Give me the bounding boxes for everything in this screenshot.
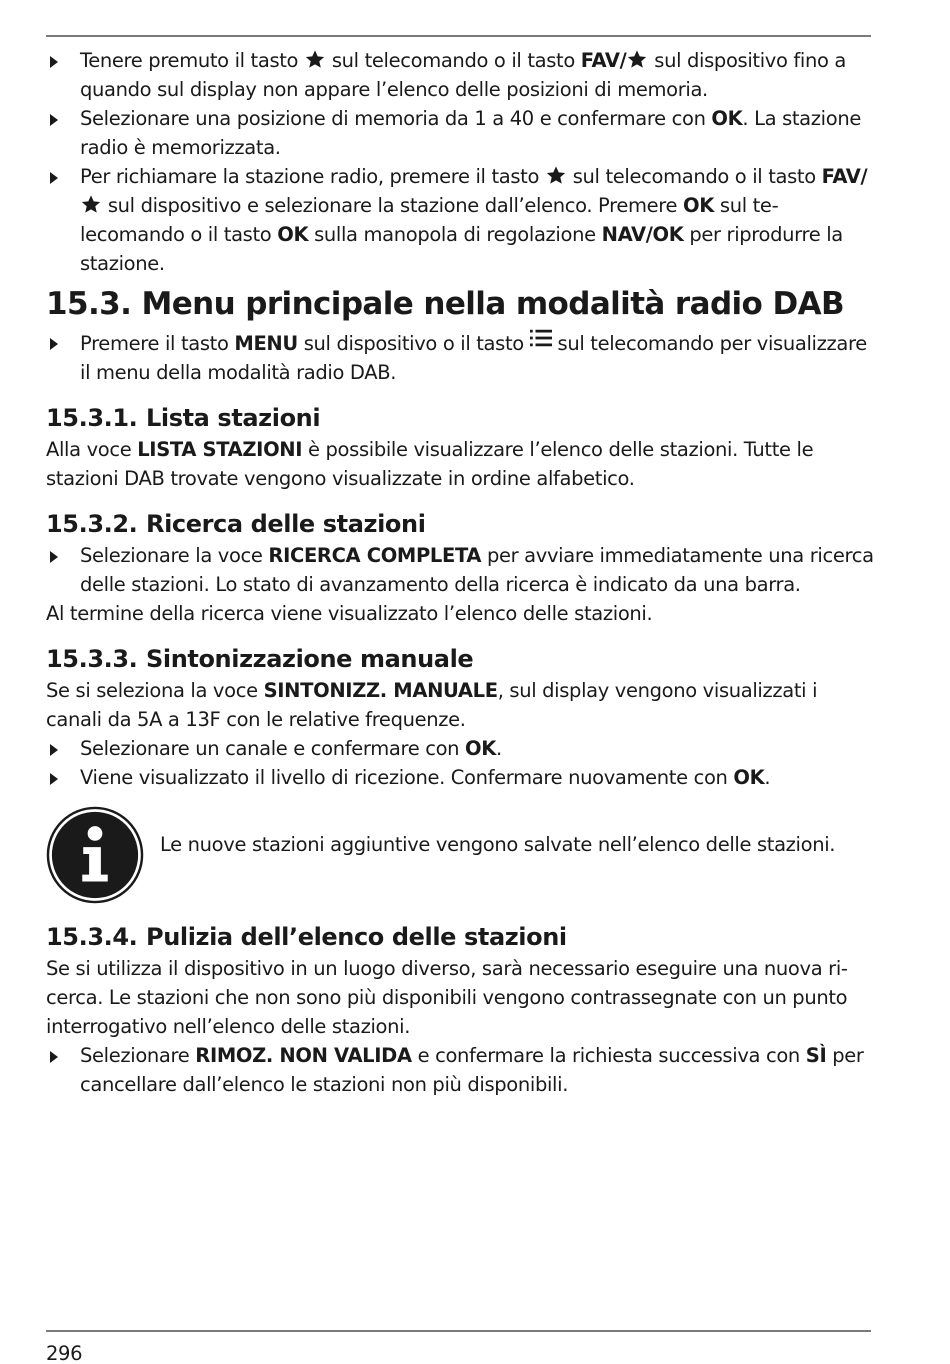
text: sul telecomando o il tasto (566, 165, 822, 188)
text: Selezionare la voce (80, 544, 269, 567)
text: sul telecomando o il tasto (80, 194, 779, 246)
text: , sul display vengono visualizzati i canali da 5A a 13F con le relative frequenze. (46, 679, 818, 731)
menu-label: LISTA STAZIONI (137, 438, 303, 461)
key-label: FAV/ (821, 165, 868, 188)
paragraph: Al termine della ricerca viene visualizzato l’elenco delle stazioni. (46, 602, 653, 625)
text: Se si seleziona la voce (46, 679, 264, 702)
text: sul dispositivo o il tasto (297, 332, 530, 355)
subsection-number: 15.3.3. (46, 645, 138, 673)
text: sul telecomando o il tasto (326, 49, 581, 72)
text: Selezionare un canale e confermare con (80, 737, 466, 760)
text: Tenere premuto il tasto (80, 49, 304, 72)
menu-list-icon (530, 328, 552, 348)
text: sul dispositivo fino a quando sul display non appare l’elenco delle posizioni di memoria. (80, 49, 846, 101)
subsection-heading (46, 921, 876, 953)
bottom-rule (46, 1330, 871, 1332)
text: sulla manopola di regolazione (308, 223, 602, 246)
text: Per richiamare la stazione radio, premere il tasto (80, 165, 545, 188)
text: per cancellare dall’elenco le stazioni non più disponibili. (80, 1044, 864, 1096)
key-label: SÌ (805, 1044, 827, 1067)
text: Premere il tasto (80, 332, 235, 355)
info-note (46, 802, 876, 906)
text: Selezionare (80, 1044, 196, 1067)
key-label: NAV/OK (601, 223, 684, 246)
top-rule (46, 35, 871, 37)
paragraph (46, 676, 876, 734)
bullet-item (46, 1041, 876, 1099)
subsection-title: Lista stazioni (146, 404, 321, 432)
text: Alla voce (46, 438, 138, 461)
subsection-number: 15.3.2. (46, 510, 138, 538)
bullet-item (46, 541, 876, 599)
bullet-item (46, 46, 876, 104)
page-number: 296 (46, 1342, 83, 1364)
text: . La stazione radio è memorizzata. (80, 107, 861, 159)
bullet-item (46, 104, 876, 162)
menu-label: SINTONIZZ. MANUALE (263, 679, 498, 702)
star-icon (626, 49, 648, 70)
text: . (764, 766, 771, 789)
info-icon (46, 806, 144, 904)
subsection-heading (46, 643, 876, 675)
key-label: OK (711, 107, 743, 130)
subsection-title: Pulizia dell’elenco delle stazioni (146, 923, 567, 951)
text: e confermare la richiesta successiva con (411, 1044, 806, 1067)
subsection-heading (46, 508, 876, 540)
star-icon (304, 49, 326, 70)
subsection-title: Sintonizzazione manuale (146, 645, 474, 673)
paragraph: Se si utilizza il dispositivo in un luogo diverso, sarà necessario eseguire una nuova ricerca. Le stazioni che non sono più disponibili vengono contrassegnate con un punto interrogativo nell’elenco delle stazioni. (46, 957, 848, 1038)
bullet-item (46, 328, 876, 387)
subsection-title: Ricerca delle stazioni (146, 510, 426, 538)
text: sul telecomando per visualizzare il menu della modalità radio DAB. (80, 332, 867, 384)
menu-label: RIMOZ. NON VALIDA (195, 1044, 412, 1067)
text: . (496, 737, 502, 760)
text: è possibile visualizzare l’elenco delle stazioni. Tutte le stazioni DAB trovate vengono visualizzate in ordine alfabetico. (46, 438, 814, 490)
key-label: OK (277, 223, 309, 246)
subsection-heading (46, 402, 876, 434)
text: Viene visualizzato il livello di ricezione. Confermare nuovamente con (80, 766, 734, 789)
bullet-item (46, 763, 876, 792)
page-content (46, 46, 876, 1099)
key-label: OK (733, 766, 765, 789)
menu-label: RICERCA COMPLETA (268, 544, 482, 567)
text: per riprodurre la stazione. (80, 223, 843, 275)
star-icon (545, 165, 567, 186)
text: sul dispositivo e selezionare la stazione dall’elenco. Premere (102, 194, 684, 217)
key-label: MENU (234, 332, 298, 355)
info-note-text: Le nuove stazioni aggiuntive vengono salvate nell’elenco delle stazioni. (160, 833, 836, 856)
subsection-number: 15.3.1. (46, 404, 138, 432)
section-heading: 15.3. Menu principale nella modalità radio DAB (46, 286, 845, 322)
key-label: FAV/ (580, 49, 627, 72)
bullet-item (46, 162, 876, 278)
key-label: OK (465, 737, 497, 760)
key-label: OK (683, 194, 715, 217)
paragraph (46, 435, 876, 493)
bullet-item (46, 734, 876, 763)
text: Selezionare una posizione di memoria da 1 a 40 e confermare con (80, 107, 712, 130)
star-icon (80, 194, 102, 215)
subsection-number: 15.3.4. (46, 923, 138, 951)
text: per avviare immediatamente una ricerca delle stazioni. Lo stato di avanzamento della ricerca è indicato da una barra. (80, 544, 874, 596)
